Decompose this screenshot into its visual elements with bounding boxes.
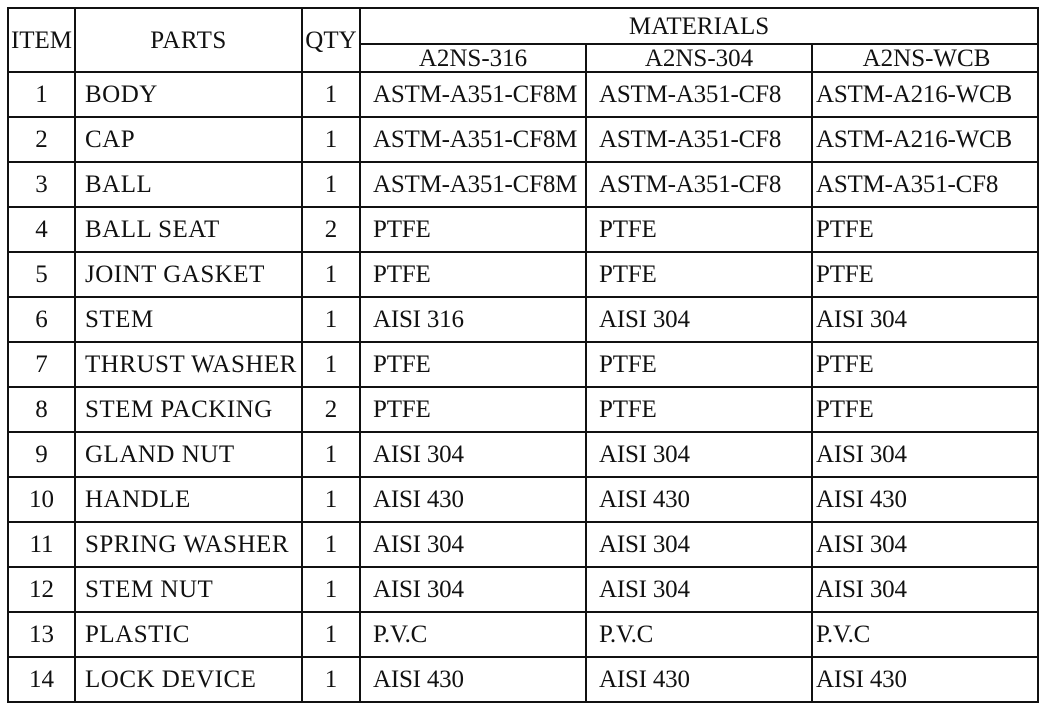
material-304-cell: AISI 430 bbox=[586, 477, 812, 522]
quantity-cell: 1 bbox=[302, 432, 360, 477]
table-row bbox=[8, 207, 1038, 252]
material-304-cell: PTFE bbox=[586, 342, 812, 387]
parts-materials-sheet bbox=[7, 7, 1039, 703]
table-row bbox=[8, 657, 1038, 702]
table-row bbox=[8, 252, 1038, 297]
quantity-cell: 2 bbox=[302, 207, 360, 252]
material-304-cell: ASTM-A351-CF8 bbox=[586, 72, 812, 117]
bill-of-materials-table bbox=[7, 7, 1039, 703]
material-304-cell: PTFE bbox=[586, 387, 812, 432]
material-wcb-cell: AISI 430 bbox=[812, 657, 1038, 702]
header-parts: PARTS bbox=[75, 8, 302, 72]
material-wcb-cell: AISI 304 bbox=[812, 522, 1038, 567]
material-316-cell: AISI 304 bbox=[360, 522, 586, 567]
quantity-cell: 1 bbox=[302, 612, 360, 657]
item-number-cell: 7 bbox=[8, 342, 75, 387]
material-316-cell: AISI 316 bbox=[360, 297, 586, 342]
material-304-cell: PTFE bbox=[586, 207, 812, 252]
header-materials: MATERIALS bbox=[360, 8, 1038, 44]
material-316-cell: AISI 430 bbox=[360, 657, 586, 702]
table-row bbox=[8, 432, 1038, 477]
material-304-cell: PTFE bbox=[586, 252, 812, 297]
material-wcb-cell: PTFE bbox=[812, 387, 1038, 432]
table-header-row bbox=[8, 8, 1038, 44]
table-row bbox=[8, 522, 1038, 567]
table-row bbox=[8, 612, 1038, 657]
table-row bbox=[8, 387, 1038, 432]
material-316-cell: AISI 304 bbox=[360, 432, 586, 477]
item-number-cell: 4 bbox=[8, 207, 75, 252]
item-number-cell: 13 bbox=[8, 612, 75, 657]
part-name-cell: CAP bbox=[75, 117, 302, 162]
header-variant-304: A2NS-304 bbox=[586, 44, 812, 72]
quantity-cell: 1 bbox=[302, 72, 360, 117]
table-row bbox=[8, 297, 1038, 342]
part-name-cell: GLAND NUT bbox=[75, 432, 302, 477]
header-item: ITEM bbox=[8, 8, 75, 72]
part-name-cell: THRUST WASHER bbox=[75, 342, 302, 387]
table-body bbox=[8, 72, 1038, 702]
part-name-cell: JOINT GASKET bbox=[75, 252, 302, 297]
part-name-cell: BALL bbox=[75, 162, 302, 207]
header-qty: QTY bbox=[302, 8, 360, 72]
table-row bbox=[8, 342, 1038, 387]
item-number-cell: 8 bbox=[8, 387, 75, 432]
material-316-cell: P.V.C bbox=[360, 612, 586, 657]
material-wcb-cell: PTFE bbox=[812, 252, 1038, 297]
table-row bbox=[8, 477, 1038, 522]
material-wcb-cell: ASTM-A351-CF8 bbox=[812, 162, 1038, 207]
quantity-cell: 1 bbox=[302, 342, 360, 387]
part-name-cell: STEM bbox=[75, 297, 302, 342]
header-variant-316: A2NS-316 bbox=[360, 44, 586, 72]
table-row bbox=[8, 72, 1038, 117]
quantity-cell: 1 bbox=[302, 522, 360, 567]
material-316-cell: AISI 430 bbox=[360, 477, 586, 522]
item-number-cell: 1 bbox=[8, 72, 75, 117]
part-name-cell: BALL SEAT bbox=[75, 207, 302, 252]
material-wcb-cell: AISI 430 bbox=[812, 477, 1038, 522]
part-name-cell: STEM PACKING bbox=[75, 387, 302, 432]
quantity-cell: 1 bbox=[302, 657, 360, 702]
material-wcb-cell: AISI 304 bbox=[812, 432, 1038, 477]
quantity-cell: 2 bbox=[302, 387, 360, 432]
material-wcb-cell: PTFE bbox=[812, 342, 1038, 387]
part-name-cell: PLASTIC bbox=[75, 612, 302, 657]
part-name-cell: SPRING WASHER bbox=[75, 522, 302, 567]
material-304-cell: AISI 304 bbox=[586, 567, 812, 612]
material-wcb-cell: ASTM-A216-WCB bbox=[812, 72, 1038, 117]
material-wcb-cell: ASTM-A216-WCB bbox=[812, 117, 1038, 162]
material-wcb-cell: AISI 304 bbox=[812, 297, 1038, 342]
material-316-cell: PTFE bbox=[360, 252, 586, 297]
quantity-cell: 1 bbox=[302, 477, 360, 522]
item-number-cell: 11 bbox=[8, 522, 75, 567]
material-316-cell: ASTM-A351-CF8M bbox=[360, 162, 586, 207]
table-row bbox=[8, 162, 1038, 207]
quantity-cell: 1 bbox=[302, 162, 360, 207]
material-304-cell: AISI 304 bbox=[586, 522, 812, 567]
quantity-cell: 1 bbox=[302, 117, 360, 162]
table-row bbox=[8, 567, 1038, 612]
part-name-cell: STEM NUT bbox=[75, 567, 302, 612]
item-number-cell: 10 bbox=[8, 477, 75, 522]
item-number-cell: 9 bbox=[8, 432, 75, 477]
material-304-cell: AISI 304 bbox=[586, 297, 812, 342]
item-number-cell: 12 bbox=[8, 567, 75, 612]
material-316-cell: PTFE bbox=[360, 207, 586, 252]
quantity-cell: 1 bbox=[302, 297, 360, 342]
item-number-cell: 2 bbox=[8, 117, 75, 162]
item-number-cell: 14 bbox=[8, 657, 75, 702]
material-304-cell: ASTM-A351-CF8 bbox=[586, 162, 812, 207]
material-316-cell: AISI 304 bbox=[360, 567, 586, 612]
material-wcb-cell: AISI 304 bbox=[812, 567, 1038, 612]
header-variant-wcb: A2NS-WCB bbox=[812, 44, 1038, 72]
item-number-cell: 5 bbox=[8, 252, 75, 297]
part-name-cell: LOCK DEVICE bbox=[75, 657, 302, 702]
material-316-cell: ASTM-A351-CF8M bbox=[360, 72, 586, 117]
material-316-cell: ASTM-A351-CF8M bbox=[360, 117, 586, 162]
item-number-cell: 3 bbox=[8, 162, 75, 207]
material-316-cell: PTFE bbox=[360, 342, 586, 387]
material-wcb-cell: P.V.C bbox=[812, 612, 1038, 657]
material-304-cell: AISI 304 bbox=[586, 432, 812, 477]
material-304-cell: P.V.C bbox=[586, 612, 812, 657]
part-name-cell: HANDLE bbox=[75, 477, 302, 522]
material-316-cell: PTFE bbox=[360, 387, 586, 432]
table-row bbox=[8, 117, 1038, 162]
quantity-cell: 1 bbox=[302, 567, 360, 612]
item-number-cell: 6 bbox=[8, 297, 75, 342]
material-304-cell: AISI 430 bbox=[586, 657, 812, 702]
part-name-cell: BODY bbox=[75, 72, 302, 117]
material-wcb-cell: PTFE bbox=[812, 207, 1038, 252]
material-304-cell: ASTM-A351-CF8 bbox=[586, 117, 812, 162]
quantity-cell: 1 bbox=[302, 252, 360, 297]
